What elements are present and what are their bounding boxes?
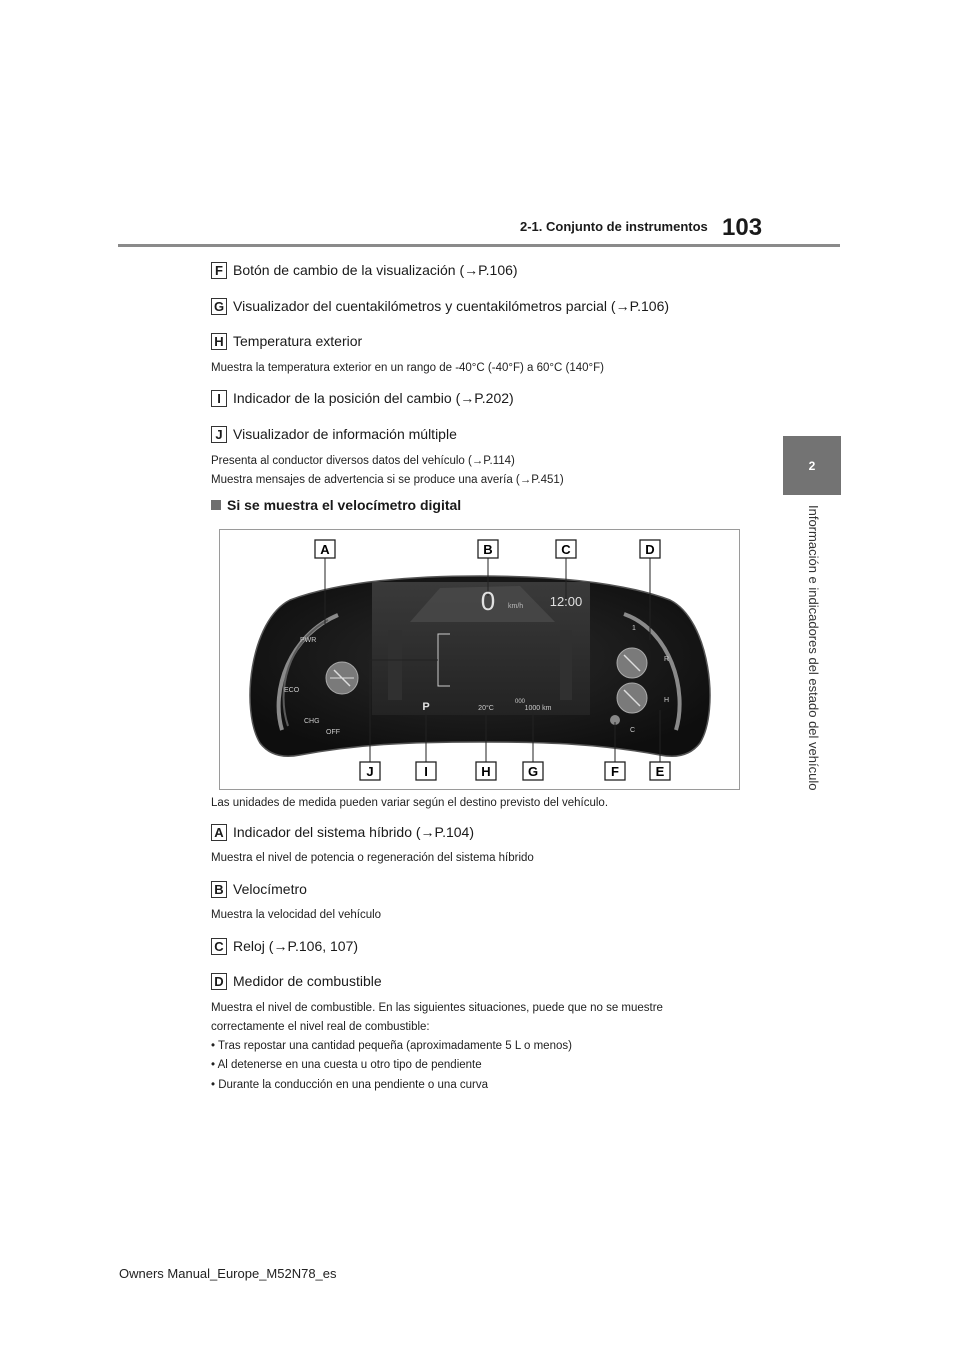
gauge-label-eco: ECO: [284, 687, 300, 694]
letter-box-b: B: [211, 881, 227, 898]
item-a-text: Indicador del sistema híbrido (→P.104): [233, 824, 474, 840]
item-d: [211, 971, 382, 991]
desc-multi-1: Presenta al conductor diversos datos del vehículo (→P.114): [211, 455, 515, 467]
desc-fuel-bullet-3: • Durante la conducción en una pendiente o una curva: [211, 1079, 489, 1091]
callout-d-label: D: [645, 542, 655, 557]
letter-box-j: J: [211, 426, 227, 443]
gauge-label-pwr: PWR: [300, 637, 317, 644]
desc-fuel-bullet-2: • Al detenerse en una cuesta u otro tipo de pendiente: [211, 1059, 482, 1071]
subheading-text: Si se muestra el velocímetro digital: [227, 497, 462, 513]
callout-f-label: F: [611, 764, 619, 779]
gauge-label-off: OFF: [326, 729, 340, 736]
item-h: [211, 331, 362, 351]
callout-j-label: J: [366, 764, 374, 779]
item-d-text: Medidor de combustible: [233, 973, 382, 989]
item-b-text: Velocímetro: [233, 881, 307, 897]
item-g: [211, 296, 669, 316]
instrument-cluster-figure: [219, 529, 740, 790]
item-j-text: Visualizador de información múltiple: [233, 426, 457, 442]
gear-indicator: P: [422, 701, 430, 713]
item-i-text: Indicador de la posición del cambio (→P.202): [233, 390, 514, 406]
item-c: [211, 936, 358, 956]
figure-caption: Las unidades de medida pueden variar según el destino previsto del vehículo.: [211, 797, 609, 809]
desc-temperature: Muestra la temperatura exterior en un rango de -40°C (-40°F) a 60°C (140°F): [211, 362, 604, 374]
chapter-label: Información e indicadores del estado del vehículo: [806, 505, 821, 791]
callout-i-label: I: [424, 764, 428, 779]
desc-hybrid: Muestra el nivel de potencia o regeneración del sistema híbrido: [211, 852, 534, 864]
letter-box-d: D: [211, 973, 227, 990]
letter-box-f: F: [211, 262, 227, 279]
gauge-label-chg: CHG: [304, 718, 320, 725]
desc-fuel-2: correctamente el nivel real de combustible:: [211, 1021, 430, 1033]
page-number: 103: [722, 214, 763, 241]
square-bullet-icon: [211, 500, 221, 510]
letter-box-h: H: [211, 333, 227, 350]
item-a: [211, 822, 474, 842]
item-j: [211, 424, 457, 444]
speed-unit: km/h: [508, 603, 524, 610]
item-f-text: Botón de cambio de la visualización (→P.106): [233, 262, 518, 278]
letter-box-a: A: [211, 824, 227, 841]
callout-h-label: H: [481, 764, 491, 779]
callout-c-label: C: [561, 542, 571, 557]
item-f: [211, 260, 518, 280]
item-h-text: Temperatura exterior: [233, 333, 363, 349]
item-b: [211, 879, 307, 899]
item-g-text: Visualizador del cuentakilómetros y cuentakilómetros parcial (→P.106): [233, 298, 670, 314]
callout-a-label: A: [320, 542, 330, 557]
desc-speed: Muestra la velocidad del vehículo: [211, 909, 382, 921]
temperature-value: 20°C: [478, 705, 494, 712]
callout-g-label: G: [527, 764, 539, 779]
trip-small: 000: [514, 699, 526, 705]
desc-fuel-1: Muestra el nivel de combustible. En las siguientes situaciones, puede que no se muestre: [211, 1002, 663, 1014]
item-i: [211, 388, 514, 408]
letter-box-i: I: [211, 390, 227, 407]
fuel-label-h: H: [664, 697, 670, 704]
odometer-value: 1000 km: [524, 705, 552, 712]
speed-value: 0: [480, 586, 496, 616]
fuel-label-c: C: [630, 727, 636, 734]
callout-e-label: E: [655, 764, 665, 779]
footer-text: Owners Manual_Europe_M52N78_es: [119, 1266, 337, 1281]
desc-multi-2: Muestra mensajes de advertencia si se produce una avería (→P.451): [211, 474, 564, 486]
header-rule: [118, 244, 840, 247]
callout-b-label: B: [483, 542, 493, 557]
fuel-label-1: 1: [632, 625, 636, 632]
desc-fuel-bullet-1: • Tras repostar una cantidad pequeña (aproximadamente 5 L o menos): [211, 1040, 572, 1052]
letter-box-g: G: [211, 298, 227, 315]
item-c-text: Reloj (→P.106, 107): [233, 938, 359, 954]
letter-box-c: C: [211, 938, 227, 955]
cluster-illustration: [220, 530, 741, 791]
section-title: 2-1. Conjunto de instrumentos: [520, 219, 708, 234]
fuel-label-r: R: [664, 656, 670, 663]
chapter-tab: 2: [783, 436, 841, 495]
subheading: [211, 497, 461, 513]
clock-value: 12:00: [549, 594, 583, 609]
